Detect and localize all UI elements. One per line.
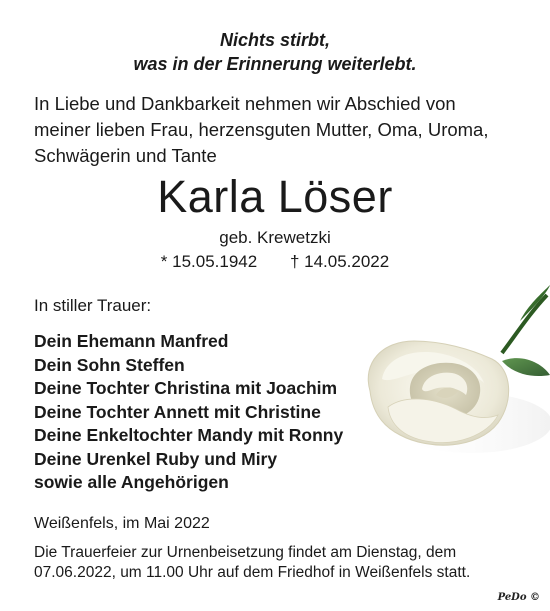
deceased-name: Karla Löser xyxy=(157,171,393,222)
life-dates xyxy=(0,251,550,273)
intro-line-2: meiner lieben Frau, herzensguten Mutter, Oma, Uroma, xyxy=(34,119,489,140)
place-date: Weißenfels, im Mai 2022 xyxy=(34,515,210,532)
ceremony-line-2: 07.06.2022, um 11.00 Uhr auf dem Friedhof in Weißenfels statt. xyxy=(34,564,471,581)
death-date: † 14.05.2022 xyxy=(289,252,390,271)
list-item: Deine Enkeltochter Mandy mit Ronny xyxy=(34,425,344,445)
list-item: Dein Sohn Steffen xyxy=(34,354,185,375)
list-item: Deine Tochter Annett mit Christine xyxy=(34,401,321,422)
maiden-name: geb. Krewetzki xyxy=(219,228,331,247)
list-item: Deine Tochter Christina mit Joachim xyxy=(34,378,338,398)
intro-line-1: In Liebe und Dankbarkeit nehmen wir Abschied von xyxy=(34,93,456,114)
motto-line-2: was in der Erinnerung weiterlebt. xyxy=(133,54,417,74)
motto xyxy=(0,28,550,76)
ceremony-line-1: Die Trauerfeier zur Urnenbeisetzung findet am Dienstag, dem xyxy=(34,544,457,561)
list-item: Dein Ehemann Manfred xyxy=(34,331,229,351)
birth-date: * 15.05.1942 xyxy=(160,252,258,271)
list-item: sowie alle Angehörigen xyxy=(34,472,229,492)
copyright-mark: PeDo © xyxy=(497,592,540,603)
intro-text xyxy=(34,91,534,169)
intro-line-3: Schwägerin und Tante xyxy=(34,145,217,166)
rose-icon xyxy=(352,283,550,471)
list-item: Deine Urenkel Ruby und Miry xyxy=(34,448,278,469)
motto-line-1: Nichts stirbt, xyxy=(219,30,330,50)
mourners-list xyxy=(34,330,343,495)
mourning-label: In stiller Trauer: xyxy=(34,296,152,315)
ceremony-info xyxy=(34,543,534,583)
